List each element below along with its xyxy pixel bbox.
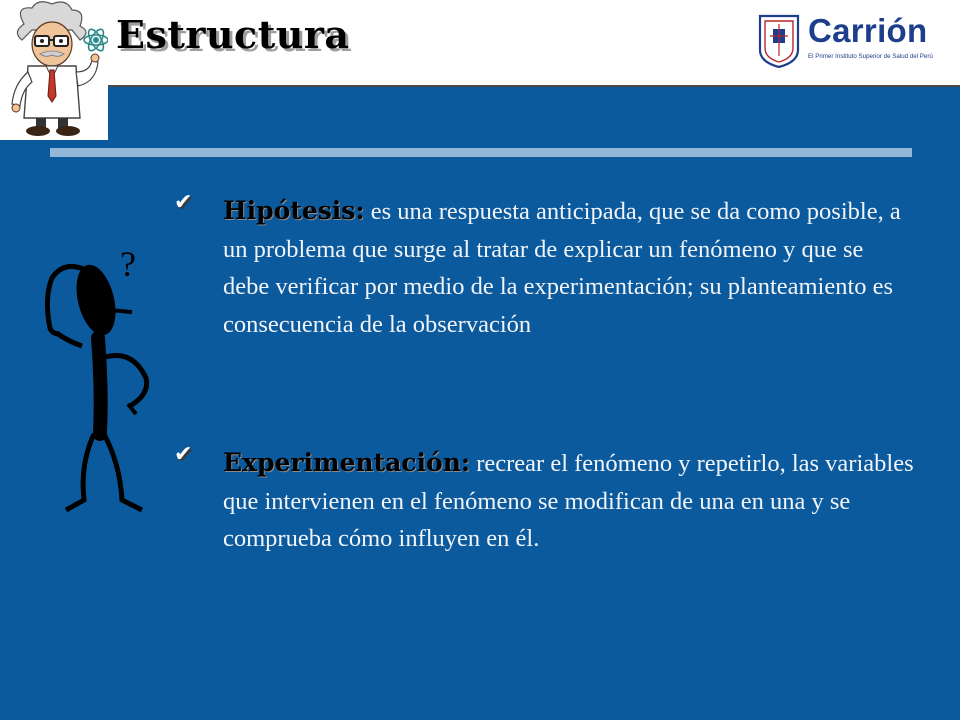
- divider-bar: [50, 148, 912, 157]
- header-rule: [108, 85, 960, 87]
- bullet-body: es una respuesta anticipada, que se da como posible, a un problema que surge al tratar de explicar un fenómeno y que se debe verificar por medio de la experimentación; su planteamiento es consecuencia de la observación: [223, 198, 901, 338]
- bullet-experimentacion: [174, 444, 914, 558]
- check-icon: ✔: [174, 190, 193, 215]
- bullet-text: [223, 192, 914, 343]
- scientist-mascot: [2, 0, 108, 138]
- bullet-text: [223, 444, 914, 558]
- logo-name: Carrión: [808, 12, 928, 49]
- bullet-body: recrear el fenómeno y repetirlo, las variables que intervienen en el fenómeno se modifican de una en una y se comprueba cómo influyen en él.: [223, 450, 914, 552]
- question-mark-glyph: ?: [120, 244, 136, 284]
- atom-icon: [84, 27, 108, 53]
- logo-tagline: El Primer Instituto Superior de Salud del Perú: [808, 53, 933, 60]
- bullet-term: Hipótesis:: [223, 196, 365, 225]
- page-title: Estructura: [116, 12, 350, 57]
- confused-stick-figure: [36, 238, 166, 528]
- college-logo: [756, 12, 950, 68]
- bullet-term: Experimentación:: [223, 448, 471, 477]
- mascot-panel: [0, 0, 108, 140]
- check-icon: ✔: [174, 442, 193, 467]
- college-seal-icon: [756, 12, 802, 68]
- bullet-hipotesis: [174, 192, 914, 343]
